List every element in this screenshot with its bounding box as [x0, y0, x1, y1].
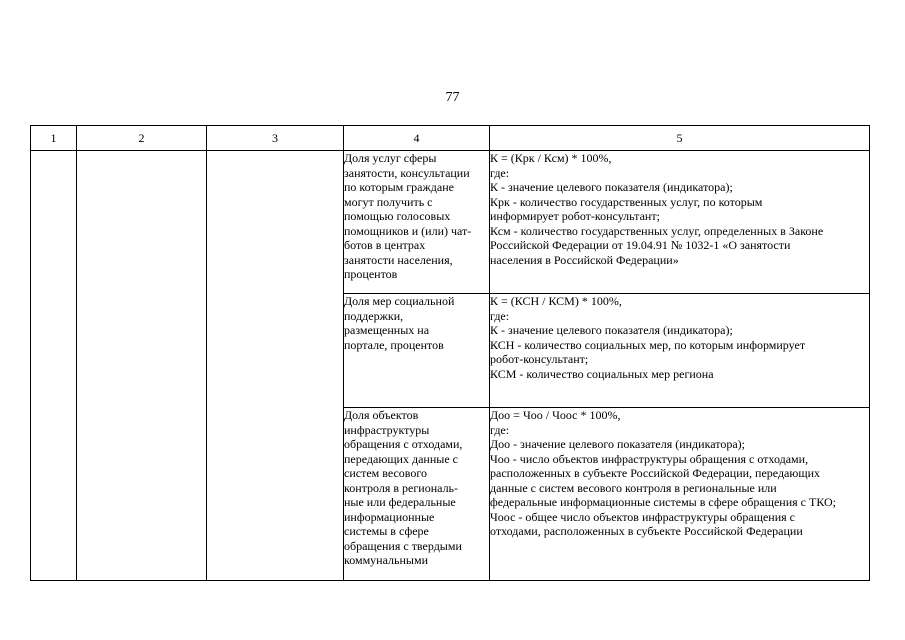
indicator-line: Доля мер социальной: [344, 294, 455, 308]
formula-cell: [490, 294, 870, 408]
indicator-line: занятости населения,: [344, 252, 453, 267]
formula-line: данные с систем весового контроля в региональные или: [490, 480, 777, 495]
column-header-5: 5: [490, 126, 870, 151]
indicator-line: помощью голосовых: [344, 209, 451, 223]
indicator-line: контроля в региональ-: [344, 480, 459, 495]
formula-line: КСМ - количество социальных мер региона: [490, 366, 714, 381]
formula-line: Доо - значение целевого показателя (индикатора);: [490, 437, 745, 451]
formula-line: расположенных в субъекте Российской Федерации, передающих: [490, 466, 821, 480]
formula-line: Доо = Чоо / Чоос * 100%,: [490, 408, 621, 422]
formula-line: Чоос - общее число объектов инфраструктуры обращения с: [490, 509, 795, 524]
page-number: 77: [445, 90, 460, 105]
column-header-4: 4: [344, 126, 490, 151]
table-row: [31, 151, 870, 294]
indicator-line: размещенных на: [344, 323, 430, 337]
column-header-3: 3: [207, 126, 344, 151]
cell-col-1: [31, 151, 77, 581]
indicator-line: обращения с твердыми: [344, 538, 462, 553]
indicator-line: могут получить с: [344, 194, 433, 209]
formula-line: робот-консультант;: [490, 352, 589, 366]
formula-line: Российской Федерации от 19.04.91 № 1032-1 «О занятости: [490, 238, 791, 252]
indicator-line: ные или федеральные: [344, 495, 456, 509]
indicator-line: инфраструктуры: [344, 422, 430, 437]
column-header-1: 1: [31, 126, 77, 151]
header-row: [31, 126, 870, 151]
indicator-line: поддержки,: [344, 308, 404, 323]
cell-col-2: [77, 151, 207, 581]
formula-line: федеральные информационные системы в сфере обращения с ТКО;: [490, 495, 837, 509]
indicator-line: Доля объектов: [344, 408, 419, 422]
indicator-name-cell: [344, 151, 490, 294]
indicator-line: коммунальными: [344, 553, 428, 567]
formula-line: отходами, расположенных в субъекте Российской Федерации: [490, 524, 803, 538]
formula-line: К - значение целевого показателя (индикатора);: [490, 180, 733, 194]
indicator-line: систем весового: [344, 466, 427, 480]
indicator-name-cell: [344, 408, 490, 581]
indicator-name-cell: [344, 294, 490, 408]
formula-line: КСН - количество социальных мер, по которым информирует: [490, 337, 806, 352]
indicator-line: портале, процентов: [344, 337, 444, 352]
indicator-table: [30, 125, 870, 581]
column-header-2: 2: [77, 126, 207, 151]
indicator-line: передающих данные с: [344, 451, 458, 466]
cell-col-3: [207, 151, 344, 581]
formula-line: К = (Крк / Ксм) * 100%,: [490, 151, 612, 165]
formula-line: Чоо - число объектов инфраструктуры обращения с отходами,: [490, 451, 809, 466]
indicator-line: обращения с отходами,: [344, 437, 463, 451]
indicator-line: ботов в центрах: [344, 238, 426, 252]
indicator-line: помощников и (или) чат-: [344, 223, 472, 238]
indicator-line: по которым граждане: [344, 180, 454, 194]
formula-line: информирует робот-консультант;: [490, 209, 660, 223]
formula-line: К = (КСН / КСМ) * 100%,: [490, 294, 622, 308]
indicator-line: Доля услуг сферы: [344, 151, 437, 165]
formula-line: где:: [490, 422, 510, 437]
indicator-line: процентов: [344, 267, 398, 281]
formula-line: где:: [490, 165, 510, 180]
indicator-line: информационные: [344, 509, 435, 524]
indicator-line: системы в сфере: [344, 524, 429, 538]
formula-cell: [490, 151, 870, 294]
formula-cell: [490, 408, 870, 581]
formula-line: Крк - количество государственных услуг, по которым: [490, 194, 763, 209]
formula-line: Ксм - количество государственных услуг, определенных в Законе: [490, 223, 824, 238]
formula-line: населения в Российской Федерации»: [490, 252, 679, 267]
indicator-line: занятости, консультации: [344, 165, 470, 180]
formula-line: К - значение целевого показателя (индикатора);: [490, 323, 733, 337]
formula-line: где:: [490, 308, 510, 323]
